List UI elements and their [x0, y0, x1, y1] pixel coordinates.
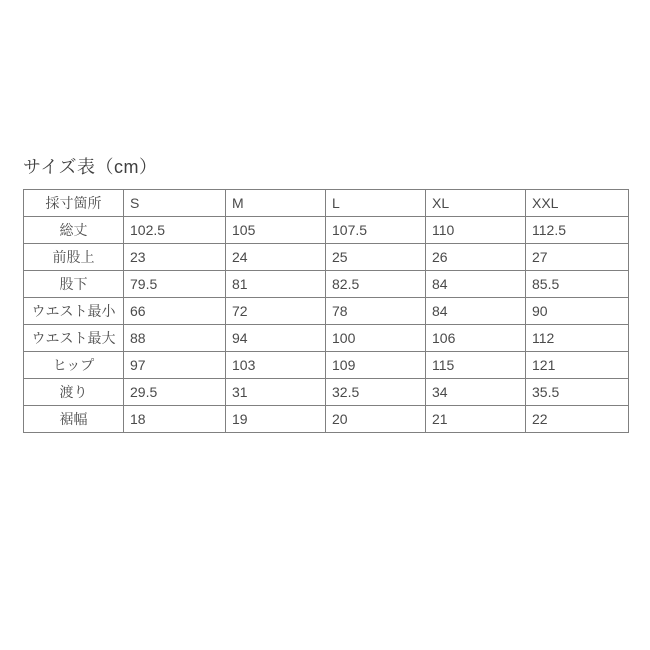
size-table [23, 189, 629, 433]
value-cell: 121 [526, 352, 629, 379]
value-cell: 35.5 [526, 379, 629, 406]
value-cell: 72 [226, 298, 326, 325]
value-cell: 112.5 [526, 217, 629, 244]
value-cell: 31 [226, 379, 326, 406]
row-label-cell: ヒップ [24, 352, 124, 379]
row-label-cell: 総丈 [24, 217, 124, 244]
row-label-cell: 股下 [24, 271, 124, 298]
table-row [24, 352, 629, 379]
table-row [24, 217, 629, 244]
value-cell: 112 [526, 325, 629, 352]
value-cell: 90 [526, 298, 629, 325]
value-cell: 79.5 [124, 271, 226, 298]
row-label-cell: ウエスト最大 [24, 325, 124, 352]
row-label-cell: 渡り [24, 379, 124, 406]
value-cell: 97 [124, 352, 226, 379]
size-table-header-row [24, 190, 629, 217]
table-row [24, 271, 629, 298]
value-cell: 32.5 [326, 379, 426, 406]
table-row [24, 244, 629, 271]
table-row [24, 379, 629, 406]
table-row [24, 325, 629, 352]
value-cell: 18 [124, 406, 226, 433]
value-cell: 105 [226, 217, 326, 244]
value-cell: 25 [326, 244, 426, 271]
value-cell: 22 [526, 406, 629, 433]
value-cell: 27 [526, 244, 629, 271]
value-cell: 84 [426, 271, 526, 298]
value-cell: 84 [426, 298, 526, 325]
value-cell: 78 [326, 298, 426, 325]
value-cell: 103 [226, 352, 326, 379]
table-row [24, 298, 629, 325]
value-cell: 110 [426, 217, 526, 244]
header-cell-measure-point: 採寸箇所 [24, 190, 124, 217]
value-cell: 19 [226, 406, 326, 433]
value-cell: 100 [326, 325, 426, 352]
header-cell-size: S [124, 190, 226, 217]
row-label-cell: 裾幅 [24, 406, 124, 433]
value-cell: 88 [124, 325, 226, 352]
size-table-body [24, 217, 629, 433]
value-cell: 102.5 [124, 217, 226, 244]
value-cell: 21 [426, 406, 526, 433]
value-cell: 109 [326, 352, 426, 379]
row-label-cell: ウエスト最小 [24, 298, 124, 325]
value-cell: 66 [124, 298, 226, 325]
value-cell: 82.5 [326, 271, 426, 298]
row-label-cell: 前股上 [24, 244, 124, 271]
value-cell: 34 [426, 379, 526, 406]
value-cell: 26 [426, 244, 526, 271]
value-cell: 94 [226, 325, 326, 352]
size-chart-title: サイズ表（cm） [23, 157, 158, 177]
value-cell: 29.5 [124, 379, 226, 406]
value-cell: 85.5 [526, 271, 629, 298]
value-cell: 24 [226, 244, 326, 271]
value-cell: 23 [124, 244, 226, 271]
value-cell: 115 [426, 352, 526, 379]
value-cell: 107.5 [326, 217, 426, 244]
header-cell-size: XXL [526, 190, 629, 217]
header-cell-size: L [326, 190, 426, 217]
header-cell-size: XL [426, 190, 526, 217]
value-cell: 81 [226, 271, 326, 298]
table-row [24, 406, 629, 433]
value-cell: 20 [326, 406, 426, 433]
value-cell: 106 [426, 325, 526, 352]
header-cell-size: M [226, 190, 326, 217]
